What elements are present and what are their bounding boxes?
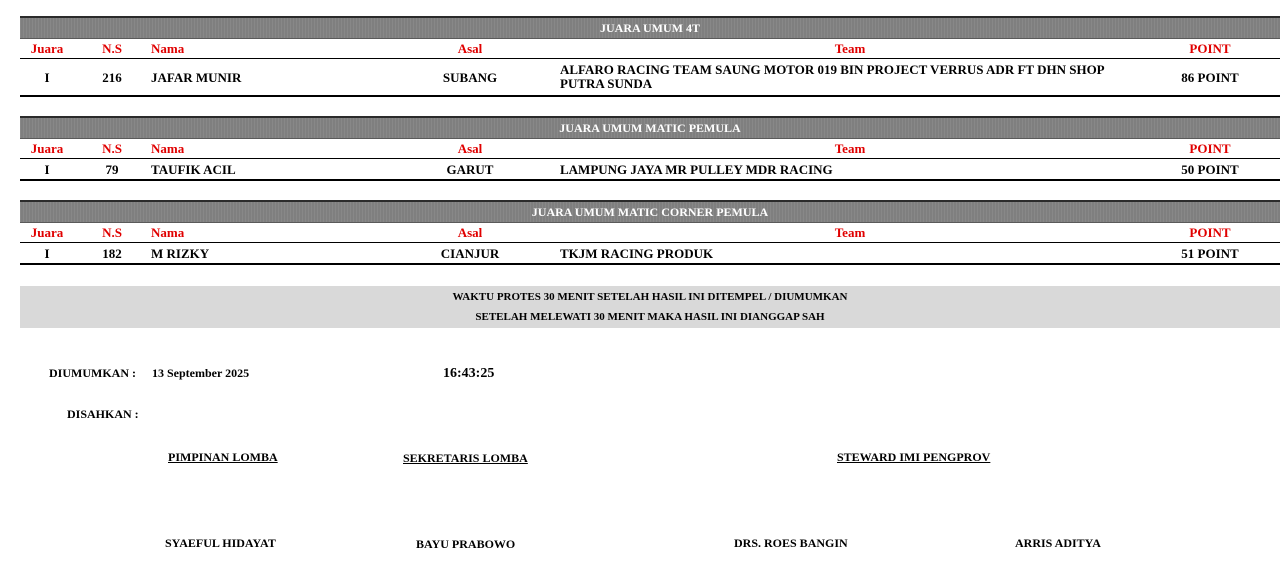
cell-asal: CIANJUR (440, 246, 500, 261)
section-juara-umum-4t (20, 16, 1280, 97)
table-row (20, 159, 1280, 181)
cell-point: 50 POINT (1181, 162, 1239, 177)
section-title: JUARA UMUM 4T (20, 16, 1280, 39)
section-title: JUARA UMUM MATIC PEMULA (20, 116, 1280, 139)
table-header (20, 139, 1280, 159)
header-asal: Asal (457, 141, 483, 156)
steward-name-1: DRS. ROES BANGIN (734, 536, 848, 550)
cell-juara: I (44, 162, 50, 177)
protest-notice (20, 286, 1280, 328)
header-nama: Nama (151, 225, 185, 240)
cell-nama: TAUFIK ACIL (151, 162, 236, 177)
announce-label: DIUMUMKAN : (49, 366, 136, 380)
section-juara-umum-matic-pemula (20, 116, 1280, 181)
steward-name-2: ARRIS ADITYA (1015, 536, 1101, 550)
header-ns: N.S (102, 225, 122, 240)
cell-point: 51 POINT (1181, 246, 1239, 261)
section-title: JUARA UMUM MATIC CORNER PEMULA (20, 200, 1280, 223)
cell-team: ALFARO RACING TEAM SAUNG MOTOR 019 BIN PROJECT VERRUS ADR FT DHN SHOP PUTRA SUNDA (560, 62, 1104, 91)
cell-ns: 79 (105, 162, 119, 177)
header-juara: Juara (30, 141, 64, 156)
sekretaris-lomba-title: SEKRETARIS LOMBA (403, 451, 528, 465)
header-ns: N.S (102, 141, 122, 156)
cell-juara: I (44, 246, 50, 261)
table-row (20, 59, 1280, 97)
header-team: Team (834, 141, 866, 156)
table-header (20, 223, 1280, 243)
cell-ns: 216 (102, 70, 122, 85)
header-point: POINT (1189, 225, 1231, 240)
pimpinan-lomba-title: PIMPINAN LOMBA (168, 450, 278, 464)
cell-ns: 182 (102, 246, 122, 261)
cell-team: TKJM RACING PRODUK (560, 246, 714, 261)
header-asal: Asal (457, 41, 483, 56)
cell-nama: JAFAR MUNIR (151, 70, 242, 85)
header-point: POINT (1189, 141, 1231, 156)
table-row (20, 243, 1280, 265)
header-asal: Asal (457, 225, 483, 240)
header-team: Team (834, 41, 866, 56)
cell-point: 86 POINT (1181, 70, 1239, 85)
cell-nama: M RIZKY (151, 246, 210, 261)
pimpinan-lomba-name: SYAEFUL HIDAYAT (165, 536, 276, 550)
header-juara: Juara (30, 41, 64, 56)
approved-label: DISAHKAN : (67, 407, 139, 421)
steward-title: STEWARD IMI PENGPROV (837, 450, 991, 464)
header-juara: Juara (30, 225, 64, 240)
header-point: POINT (1189, 41, 1231, 56)
section-juara-umum-matic-corner-pemula (20, 200, 1280, 265)
notice-line-1: WAKTU PROTES 30 MENIT SETELAH HASIL INI DITEMPEL / DIUMUMKAN (452, 291, 848, 303)
cell-asal: GARUT (446, 162, 494, 177)
notice-line-2: SETELAH MELEWATI 30 MENIT MAKA HASIL INI DIANGGAP SAH (475, 311, 825, 323)
table-header (20, 39, 1280, 59)
sekretaris-lomba-name: BAYU PRABOWO (416, 537, 516, 551)
cell-juara: I (44, 70, 50, 85)
header-nama: Nama (151, 141, 185, 156)
announce-date: 13 September 2025 (152, 366, 250, 380)
cell-asal: SUBANG (442, 70, 498, 85)
header-team: Team (834, 225, 866, 240)
header-ns: N.S (102, 41, 122, 56)
header-nama: Nama (151, 41, 185, 56)
announce-time: 16:43:25 (443, 366, 495, 381)
cell-team: LAMPUNG JAYA MR PULLEY MDR RACING (560, 162, 833, 177)
